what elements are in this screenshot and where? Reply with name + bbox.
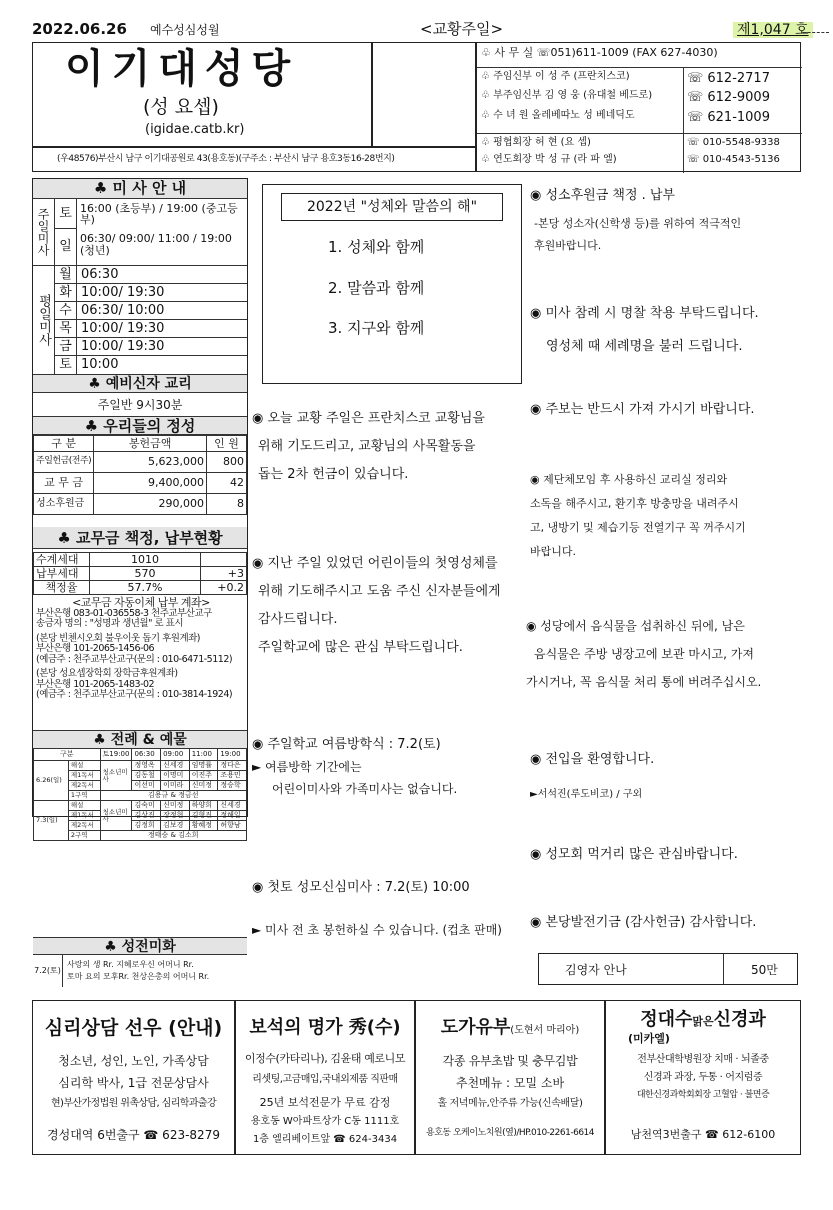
ad-jewelry: 보석의 명가 秀(수) 이정수(카타리나), 김윤태 예로니모 리셋팅,고금매입,국내외제품 직판매 25년 보석전문가 무료 감정 용호동 W아파트상가 C동 1111호 1층 엘리베이트앞 ☎ 624-3434 bbox=[235, 1000, 415, 1155]
offering-table bbox=[33, 435, 247, 515]
council-label: ♧ 평협회장 허 현 (요 셉) bbox=[481, 137, 591, 148]
catechumen-title: ♣ 예비신자 교리 bbox=[33, 375, 247, 393]
ad-yubu: 도가유부(도현서 마리아) 각종 유부초밥 및 충무김밥 추천메뉴 : 모밀 소바 홀 저녁메뉴,안주류 가능(신속배달) 용호동 오케이노치원(옆)/HP.010-2261-6614 bbox=[415, 1000, 605, 1155]
offering-header-row: 구 분 봉헌금액 인 원 bbox=[34, 436, 247, 452]
dues-title: ♣ 교무금 책정, 납부현황 bbox=[33, 527, 247, 549]
table-row: 제1독서 김상진 장정현 김형진 정해일 bbox=[34, 811, 247, 821]
bullet-icon: ◉ bbox=[252, 737, 264, 752]
table-row: 수계세대 1010 bbox=[34, 553, 247, 567]
issue-number: 제1,047 호 bbox=[733, 22, 813, 38]
ad-phone: 남천역3번출구 ☎ 612-6100 bbox=[630, 1128, 776, 1141]
sunday-name: <교황주일> bbox=[420, 20, 504, 38]
announcement-bulletin: ◉ 주보는 반드시 가져 가시기 바랍니다. bbox=[530, 402, 755, 417]
ad-phone: 경성대역 6번출구 ☎ 623-8279 bbox=[47, 1128, 220, 1142]
assistant-phone: ☏ 612-9009 bbox=[687, 90, 770, 105]
ad-phone: 1층 엘리베이트앞 ☎ 624-3434 bbox=[252, 1134, 398, 1145]
contacts-box bbox=[476, 42, 801, 172]
weekday-mass-list bbox=[55, 266, 247, 374]
ad-title: 보석의 명가 秀(수) bbox=[249, 1017, 401, 1038]
weekday-mass-label: 평일미사 bbox=[33, 266, 55, 374]
announcement-food: ◉ 성당에서 음식물을 섭취하신 뒤에, 남은 음식물은 주방 냉장고에 보관 마시고, 가져 가시거나, 꼭 음식물 처리 통에 버려주십시오. bbox=[526, 619, 762, 689]
parish-address: (우48576)부산시 남구 이기대공원로 43(용호동)(구주소 : 부산시 남구 용호3동16-28번지) bbox=[57, 154, 395, 164]
table-row: 주일헌금(전주) 5,623,000 800 bbox=[34, 452, 247, 473]
weekday-row: 월 06:30 bbox=[55, 266, 247, 284]
decor-line bbox=[803, 32, 829, 33]
office-label: 사 무 실 bbox=[494, 46, 534, 59]
weekday-row: 토 10:00 bbox=[55, 356, 247, 374]
office-value: ☏051)611-1009 (FAX 627-4030) bbox=[536, 46, 718, 59]
weekday-row: 수 06:30/ 10:00 bbox=[55, 302, 247, 320]
bullet-icon: ◉ bbox=[252, 880, 264, 895]
theme-item: 2. 말씀과 함께 bbox=[328, 279, 425, 297]
ad-neurology: 정대수맑은신경과 (미카엘) 전부산대학병원장 치매 · 뇌졸중 신경과 과장, 두통 · 어지럼증 대한신경과학회회장 고혈압 · 불면증 남천역3번출구 ☎ 612-6100 bbox=[605, 1000, 801, 1155]
flowers-list: 사랑의 생 Rr. 지혜로우신 어머니 Rr. 토마 요의 모후Rr. 천상은총의 어머니 Rr. bbox=[67, 960, 210, 981]
ministry-title: ♣ 전례 & 예물 bbox=[33, 730, 247, 748]
parish-patron: (성 요셉) bbox=[143, 96, 219, 118]
mass-title: ♣ 미 사 안 내 bbox=[33, 179, 247, 198]
ad-title: 도가유부(도현서 마리아) bbox=[440, 1017, 580, 1038]
flowers-title: ♣ 성전미화 bbox=[33, 937, 247, 955]
ministry-header-row: 구분 토19:00 06:30 09:00 11:00 19:00 bbox=[34, 749, 247, 761]
convent-phone: ☏ 621-1009 bbox=[687, 110, 770, 125]
theme-item: 1. 성체와 함께 bbox=[328, 238, 425, 256]
bullet-icon: ◉ bbox=[252, 411, 264, 426]
parish-website: (igidae.catb.kr) bbox=[145, 122, 245, 137]
pastor-label: ♧ 주임신부 이 성 주 (프란치스코) bbox=[481, 71, 630, 82]
announcement-fund: ◉ 본당발전기금 (감사헌금) 감사합니다. bbox=[530, 915, 757, 930]
ad-title: 정대수맑은신경과 bbox=[640, 1009, 766, 1030]
liturgical-month: 예수성심성월 bbox=[150, 23, 220, 37]
announcement-newcomers: ◉ 전입을 환영합니다. ►서석진(루도비코) / 구외 bbox=[530, 752, 655, 800]
office-contact: ♧ 사 무 실 ☏051)611-1009 (FAX 627-4030) bbox=[481, 46, 718, 59]
weekday-row: 목 10:00/ 19:30 bbox=[55, 320, 247, 338]
weekday-row: 화 10:00/ 19:30 bbox=[55, 284, 247, 302]
table-row: 2구역 정태승 & 김소희 bbox=[34, 831, 247, 841]
requiem-label: ♧ 연도회장 박 성 규 (라 파 엘) bbox=[481, 154, 617, 165]
table-row: 제1독서 김동철 이명미 이진주 조용민 bbox=[34, 771, 247, 781]
sunday-sat-day: 토 bbox=[55, 199, 77, 229]
logo-area bbox=[372, 42, 476, 147]
weekday-row: 금 10:00/ 19:30 bbox=[55, 338, 247, 356]
requiem-phone: ☏ 010-4543-5136 bbox=[687, 154, 780, 165]
address-box bbox=[32, 147, 476, 172]
council-phone: ☏ 010-5548-9338 bbox=[687, 137, 780, 148]
announcement-cleanup: ◉ 제단체모임 후 사용하신 교리실 정리와 소독을 해주시고, 환기후 방충망을 내려주시 고, 냉방기 및 제습기등 전열기구 꼭 꺼주시기 바랍니다. bbox=[530, 473, 746, 558]
donor-name: 김영자 안나 bbox=[565, 963, 627, 977]
table-row: 제2독서 이선미 이미라 신미정 정승학 bbox=[34, 781, 247, 791]
theme-item: 3. 지구와 함께 bbox=[328, 319, 425, 337]
theme-box bbox=[262, 184, 522, 384]
parish-name: 이기대성당 bbox=[65, 46, 299, 92]
theme-title: 2022년 "성체와 말씀의 해" bbox=[281, 193, 503, 221]
sunday-sat-time: 16:00 (초등부) / 19:00 (중고등부) bbox=[80, 202, 238, 226]
sunday-sun-day: 일 bbox=[55, 229, 77, 265]
announcement-vacation: ◉ 주일학교 여름방학식 : 7.2(토) ► 여름방학 기간에는 어린이미사와 가족미사는 없습니다. bbox=[252, 737, 458, 796]
flowers-date: 7.2(토) bbox=[33, 955, 63, 987]
catechumen-time: 주일반 9시30분 bbox=[97, 398, 183, 412]
offering-title: ♣ 우리들의 정성 bbox=[33, 416, 247, 435]
ad-title: 심리상담 선우 (안내) bbox=[44, 1017, 223, 1039]
table-row: 제2독서 김정희 김보경 황혜정 허향남 bbox=[34, 821, 247, 831]
convent-label: ♧ 수 녀 원 올레베따노 성 베네딕도 bbox=[481, 110, 635, 121]
bullet-icon: ◉ bbox=[252, 556, 264, 571]
announcement-communion: ◉ 지난 주일 있었던 어린이들의 첫영성체를 위해 기도해주시고 도움 주신 신자분들에게 감사드립니다. 주일학교에 많은 관심 부탁드립니다. bbox=[252, 556, 501, 655]
pastor-phone: ☏ 612-2717 bbox=[687, 71, 770, 86]
donation-amount: 50만 bbox=[751, 963, 778, 977]
table-row: 6.26(일) 해설 청소년미사 정영옥 신세경 임명률 정다은 bbox=[34, 761, 247, 771]
bulletin-date: 2022.06.26 bbox=[32, 20, 127, 38]
ad-phone: 용호동 오케이노치원(옆)/HP.010-2261-6614 bbox=[426, 1128, 594, 1138]
table-row: 7.3(일) 해설 청소년미사 김숙미 신미정 하양희 신세경 bbox=[34, 801, 247, 811]
announcement-first-saturday: ◉ 첫토 성모신심미사 : 7.2(토) 10:00 ► 미사 전 초 봉헌하실 수 있습니다. (컵초 판매) bbox=[252, 880, 502, 937]
announcement-nametag: ◉ 미사 참례 시 명찰 착용 부탁드립니다. 영성체 때 세례명을 불러 드립니다. bbox=[530, 306, 759, 354]
table-row: 성소후원금 290,000 8 bbox=[34, 494, 247, 515]
donation-box bbox=[538, 953, 798, 985]
sunday-mass-label: 주일미사 bbox=[33, 199, 55, 265]
ad-counseling: 심리상담 선우 (안내) 청소년, 성인, 노인, 가족상담 심리학 박사, 1급 전문상담사 현)부산가정법원 위촉상담, 심리학과출강 경성대역 6번출구 ☎ 623-8279 bbox=[32, 1000, 235, 1155]
table-row: 납부세대 570 +3 bbox=[34, 567, 247, 581]
table-row: 교 무 금 9,400,000 42 bbox=[34, 473, 247, 494]
dues-table bbox=[33, 552, 247, 595]
assistant-label: ♧ 부주임신부 김 영 웅 (유대철 베드로) bbox=[481, 90, 653, 101]
table-row: 1구역 김용규 & 정금선 bbox=[34, 791, 247, 801]
table-row: 책정율 57.7% +0.2 bbox=[34, 581, 247, 595]
announcement-papal: ◉ 오늘 교황 주일은 프란치스코 교황님을 위해 기도드리고, 교황님의 사목활동을 돕는 2차 헌금이 있습니다. bbox=[252, 411, 485, 482]
parish-box bbox=[32, 42, 372, 147]
dues-account-notes: <교무금 자동이체 납부 계좌> 부산은행 083-01-036558-3 천주교부산교구 송금자 명의 : "성명과 생년월" 로 표시 (본당 빈첸시오회 불우이웃 돕기 후원계좌) 부산은행 101-2065-1456-06 (예금주 : 천주교부산교구(문의 : 010-6471-5112) (본당 성요셉장학회 장학금후원계좌) 부산은행 101-2065-1483-02 (예금주 : 천주교부산교구(문의 : 010-3814-1924) bbox=[36, 596, 233, 700]
sunday-sun-time: 06:30/ 09:00/ 11:00 / 19:00 (청년) bbox=[80, 232, 232, 257]
ministry-table bbox=[33, 748, 247, 841]
announcement-vocation: ◉ 성소후원금 책정 . 납부 -본당 성소자(신학생 등)를 위하여 적극적인 후원바랍니다. bbox=[530, 188, 742, 252]
announcement-mothers: ◉ 성모회 먹거리 많은 관심바랍니다. bbox=[530, 847, 738, 862]
